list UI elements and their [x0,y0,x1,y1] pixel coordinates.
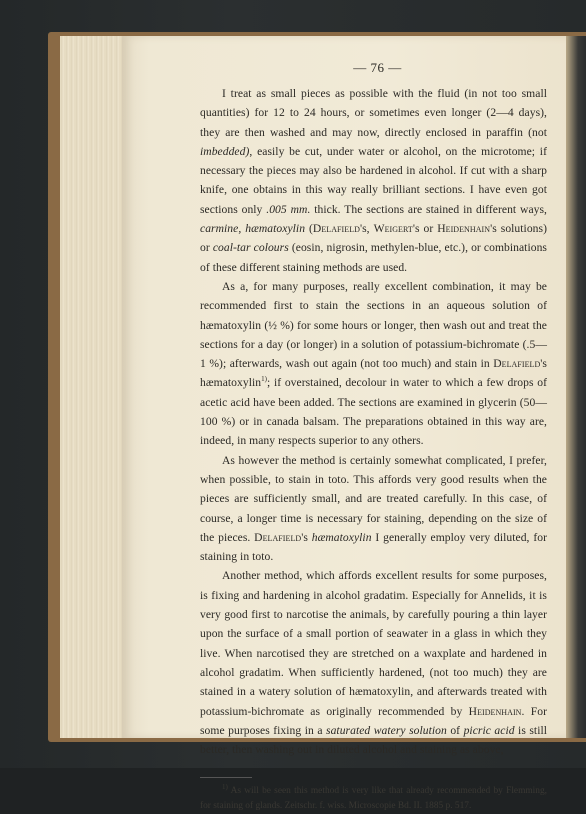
page-text [200,60,547,814]
small-caps-name: Delafield [493,357,541,371]
text-run: As will be seen this method is very like that already recommended by Flemming, for staining of glands. Zeitschr. f. wiss. Microscopie Bd. II. 1885 p. 517. [200,786,547,812]
text-run: thick. The sections are stained in different ways, [310,202,548,216]
italic-text: coal-tar colours [212,241,289,255]
small-caps-name: Heidenhain [437,222,491,236]
page-number: — 76 — [353,60,402,75]
italic-text: .005 mm. [266,202,311,216]
text-run: 's [301,530,312,544]
paragraph [200,84,547,277]
small-caps-name: Heidenhain [468,704,522,718]
text-run: ; if overstained, decolour in water to which a few drops of acetic acid have been added. The sections are examined in glycerin (50—100 %) or in canada balsam. The preparations obtained in this way are, indeed, in many respects superior to any others. [200,376,547,448]
text-run: 's or [412,222,438,236]
paragraph [200,451,547,567]
text-run: 's, [359,222,374,236]
paragraph [200,566,547,759]
footnote [200,784,547,814]
text-run: Another method, which affords excellent results for some purposes, is fixing and hardening in alcohol gradatim. Especially for Annelids, it is very good first to narcotise the animals, by carefully pouring a thin layer upon the surface of a small portion of seawater in a glass in which they live. When narcotised they are stretched on a waxplate and hardened in alcohol gradatim. When sufficiently hardened, (not too much) they are stained in a watery solution of hæmatoxylin, and afterwards treated with potassium-bichromate as originally recommended by [200,569,547,718]
page-edges [60,36,126,738]
footnote-rule [200,777,252,778]
italic-text: imbedded) [200,144,250,158]
text-run: I treat as small pieces as possible with the fluid (in not too small quantities) for 12 to 24 hours, or sometimes even longer (2—4 days), they are then washed and may now, directly enclosed in paraffin (not [200,87,547,139]
text-run: 's hæmatoxylin [200,357,547,390]
text-run: ( [305,222,313,236]
text-run: of [446,723,464,737]
text-run: As however the method is certainly somewhat complicated, I prefer, when possible, to stain in toto. This affords very good results when the pieces are sufficiently small, and are treated carefully. In this case, of course, a longer time is necessary for staining, depending on the size of the pieces. [200,453,547,544]
small-caps-name: Weigert [373,222,413,236]
text-run: 's solutions) or [200,222,547,255]
small-caps-name: Delafield [254,530,302,544]
small-caps-name: Delafield [312,222,360,236]
text-run: . For some purposes fixing in a [200,704,547,737]
italic-text: carmine, hæmatoxylin [200,222,306,236]
text-run: I generally employ very diluted, for staining in toto. [200,530,547,564]
footnote-marker: 1) [222,783,228,792]
text-run: (eosin, nigrosin, methylen-blue, etc.), or combinations of these different staining methods are used. [200,241,547,274]
italic-text: picric acid [463,723,515,737]
italic-text: saturated watery solution [326,723,447,737]
italic-text: hæmatoxylin [311,530,372,544]
text-run: , easily be cut, under water or alcohol, on the microtome; if necessary the pieces may also be hardened in alcohol. If cut with a sharp knife, one obtains in this way really brilliant sections. I have even got sections only [200,144,547,216]
text-run: is still better, then washing out in diluted alcohol and staining as above, [200,723,548,757]
footnote-marker: 1) [261,375,268,384]
gutter-shadow [566,36,586,738]
text-run: As a, for many purposes, really excellent combination, it may be recommended first to stain the sections in an aqueous solution of hæmatoxylin (½ %) for some hours or longer, then wash out and treat the sections for a day (or longer) in a solution of potassium-bichromate (.5—1 %); afterwards, wash out again (not too much) and stain in [200,279,547,371]
paragraph [200,277,547,451]
